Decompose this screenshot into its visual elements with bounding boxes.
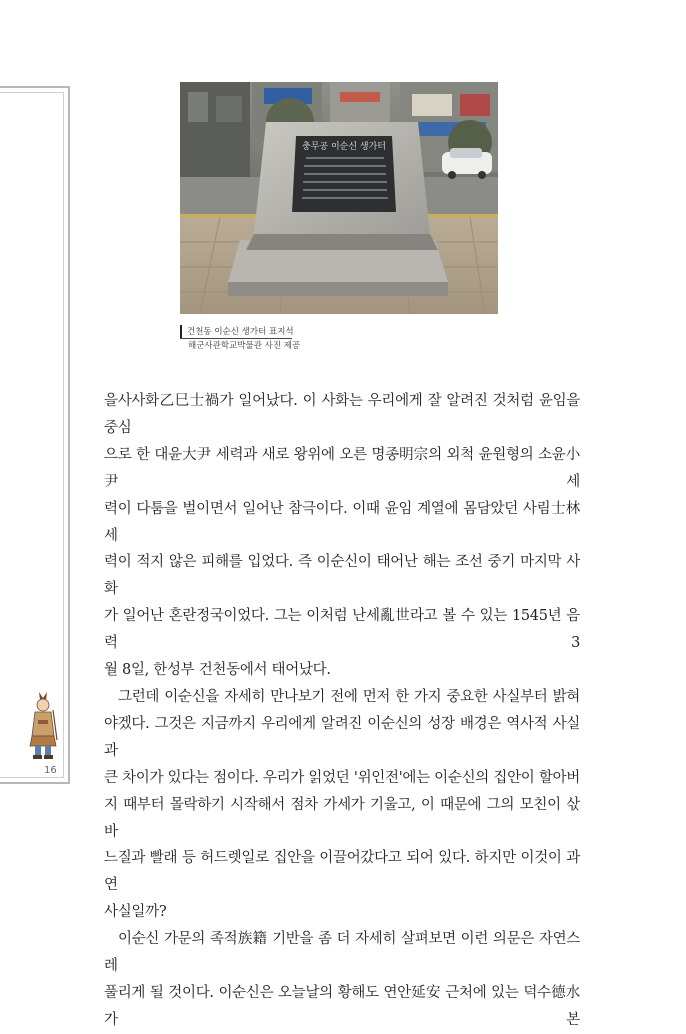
- text-line: 느질과 빨래 등 허드렛일로 집안을 이끌어갔다고 되어 있다. 하지만 이것이 과연: [104, 850, 580, 894]
- text-line: 큰 차이가 있다는 점이다. 우리가 읽었던 '위인전'에는 이순신의 집안이 할아버: [104, 769, 580, 786]
- text-line: 력이 적지 않은 피해를 입었다. 즉 이순신이 태어난 해는 조선 중기 마지막 사화: [104, 554, 580, 598]
- warrior-figure-icon: [26, 690, 60, 760]
- text-line: 사실일까?: [104, 904, 167, 921]
- text-line: 월 8일, 한성부 건천동에서 태어났다.: [104, 662, 331, 679]
- text-line: 야겠다. 그것은 지금까지 우리에게 알려진 이순신의 성장 배경은 역사적 사실과: [104, 715, 580, 759]
- text-line: 그런데 이순신을 자세히 만나보기 전에 먼저 한 가지 중요한 사실부터 밝혀: [118, 688, 580, 705]
- caption-credit: 해군사관학교박물관 사진 제공: [188, 341, 301, 351]
- text-line: 으로 한 대윤大尹 세력과 새로 왕위에 오른 명종明宗의 외척 윤원형의 소윤小尹 세: [104, 446, 580, 490]
- text-line: 지 때부터 몰락하기 시작해서 점차 가세가 기울고, 이 때문에 그의 모친이 삯바: [104, 796, 580, 840]
- text-line: 이순신 가문의 족적族籍 기반을 좀 더 자세히 살펴보면 이런 의문은 자연스레: [104, 931, 580, 975]
- body-text: [104, 388, 580, 1034]
- plaque-title: 충무공 이순신 생가터: [302, 142, 386, 152]
- caption-rule: [180, 338, 292, 339]
- photo-caption: [180, 325, 300, 353]
- text-line: 가 일어난 혼란정국이었다. 그는 이처럼 난세亂世라고 볼 수 있는 1545년 음력 3: [104, 608, 580, 652]
- monument-photo: [180, 82, 498, 314]
- text-line: 을사사화乙巳士禍가 일어났다. 이 사화는 우리에게 잘 알려진 것처럼 윤임을 중심: [104, 393, 580, 436]
- text-line: 력이 다툼을 벌이면서 일어난 참극이다. 이때 윤임 계열에 몸담았던 사림士林 세: [104, 500, 580, 544]
- text-line: 풀리게 될 것이다. 이순신은 오늘날의 황해도 연안延安 근처에 있는 덕수德水가 본: [104, 984, 580, 1028]
- caption-title: 건천동 이순신 생가터 표지석: [180, 325, 300, 339]
- page-border-inner: [0, 92, 64, 778]
- page-number: 16: [44, 765, 57, 776]
